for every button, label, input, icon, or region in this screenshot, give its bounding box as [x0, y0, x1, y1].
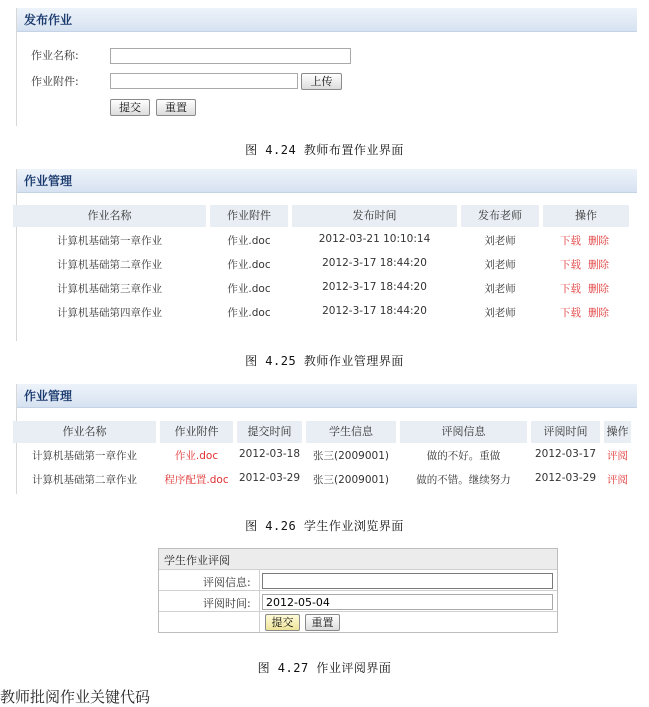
publish-time: 2012-3-17 18:44:20	[322, 281, 427, 293]
column-header-submit-time: 提交时间	[237, 421, 302, 443]
submit-time: 2012-03-18	[238, 448, 301, 460]
management-panel-header: 作业管理	[16, 169, 637, 193]
column-header-teacher: 发布老师	[461, 205, 539, 227]
attachment-file-link[interactable]: 作业.doc	[174, 450, 219, 462]
homework-name: 计算机基础第四章作业	[57, 307, 162, 319]
review-info-input[interactable]	[262, 573, 553, 589]
column-header-student: 学生信息	[306, 421, 396, 443]
student-info: 张三(2009001)	[313, 450, 389, 462]
review-info: 做的不好。重做	[426, 450, 501, 462]
publish-time: 2012-03-21 10:10:14	[318, 233, 431, 245]
submit-button[interactable]: 提交	[110, 99, 150, 116]
reset-button[interactable]: 重置	[156, 99, 196, 116]
publish-panel-header: 发布作业	[16, 8, 637, 32]
teacher-name: 刘老师	[484, 259, 516, 271]
homework-name-label: 作业名称:	[31, 49, 79, 62]
homework-attachment-label: 作业附件:	[31, 75, 79, 88]
homework-attachment-input[interactable]	[110, 73, 298, 89]
upload-button[interactable]: 上传	[301, 73, 342, 90]
review-link[interactable]: 评阅	[607, 474, 628, 486]
download-link[interactable]: 下载	[560, 259, 581, 271]
homework-review-form	[158, 548, 558, 633]
delete-link[interactable]: 删除	[588, 259, 609, 271]
footer-heading: 教师批阅作业关键代码	[0, 688, 151, 706]
homework-name: 计算机基础第一章作业	[32, 450, 137, 462]
column-header-review: 评阅信息	[400, 421, 527, 443]
review-form-title: 学生作业评阅	[164, 554, 230, 567]
figure-caption-4-24: 图 4.24 教师布置作业界面	[245, 143, 404, 157]
download-link[interactable]: 下载	[560, 307, 581, 319]
panel-left-border	[16, 8, 17, 126]
column-header-name: 作业名称	[13, 421, 156, 443]
review-time: 2012-03-17	[534, 448, 597, 460]
attachment-file: 作业.doc	[227, 283, 271, 295]
review-form-title-bar	[159, 549, 557, 570]
column-header-attachment: 作业附件	[160, 421, 233, 443]
homework-name: 计算机基础第三章作业	[57, 283, 162, 295]
download-link[interactable]: 下载	[560, 283, 581, 295]
review-time-label: 评阅时间:	[203, 597, 251, 610]
homework-name: 计算机基础第一章作业	[57, 235, 162, 247]
review-link[interactable]: 评阅	[607, 450, 628, 462]
publish-time: 2012-3-17 18:44:20	[322, 257, 427, 269]
teacher-name: 刘老师	[484, 283, 516, 295]
row-divider	[159, 611, 557, 612]
attachment-file-link[interactable]: 程序配置.doc	[164, 474, 229, 486]
attachment-file: 作业.doc	[227, 307, 271, 319]
homework-name: 计算机基础第二章作业	[57, 259, 162, 271]
delete-link[interactable]: 删除	[588, 307, 609, 319]
column-header-attachment: 作业附件	[210, 205, 288, 227]
publish-time: 2012-3-17 18:44:20	[322, 305, 427, 317]
browse-panel-header: 作业管理	[16, 384, 637, 408]
student-info: 张三(2009001)	[313, 474, 389, 486]
submit-time: 2012-03-29	[238, 472, 301, 484]
teacher-name: 刘老师	[484, 307, 516, 319]
figure-caption-4-26: 图 4.26 学生作业浏览界面	[245, 519, 404, 533]
column-header-name: 作业名称	[13, 205, 206, 227]
submit-button[interactable]: 提交	[265, 614, 300, 631]
column-header-publish-time: 发布时间	[292, 205, 457, 227]
delete-link[interactable]: 删除	[588, 235, 609, 247]
attachment-file: 作业.doc	[227, 259, 271, 271]
figure-caption-4-27: 图 4.27 作业评阅界面	[257, 661, 392, 675]
figure-caption-4-25: 图 4.25 教师作业管理界面	[245, 354, 404, 368]
homework-name-input[interactable]	[110, 48, 351, 64]
teacher-name: 刘老师	[484, 235, 516, 247]
column-header-actions: 操作	[604, 421, 631, 443]
download-link[interactable]: 下载	[560, 235, 581, 247]
column-header-review-time: 评阅时间	[531, 421, 600, 443]
column-header-actions: 操作	[543, 205, 629, 227]
review-time: 2012-03-29	[534, 472, 597, 484]
row-divider	[159, 590, 557, 591]
review-time-input[interactable]	[262, 594, 553, 610]
reset-button[interactable]: 重置	[305, 614, 340, 631]
delete-link[interactable]: 删除	[588, 283, 609, 295]
review-info-label: 评阅信息:	[203, 576, 251, 589]
attachment-file: 作业.doc	[227, 235, 271, 247]
homework-name: 计算机基础第二章作业	[32, 474, 137, 486]
review-info: 做的不错。继续努力	[416, 474, 511, 486]
